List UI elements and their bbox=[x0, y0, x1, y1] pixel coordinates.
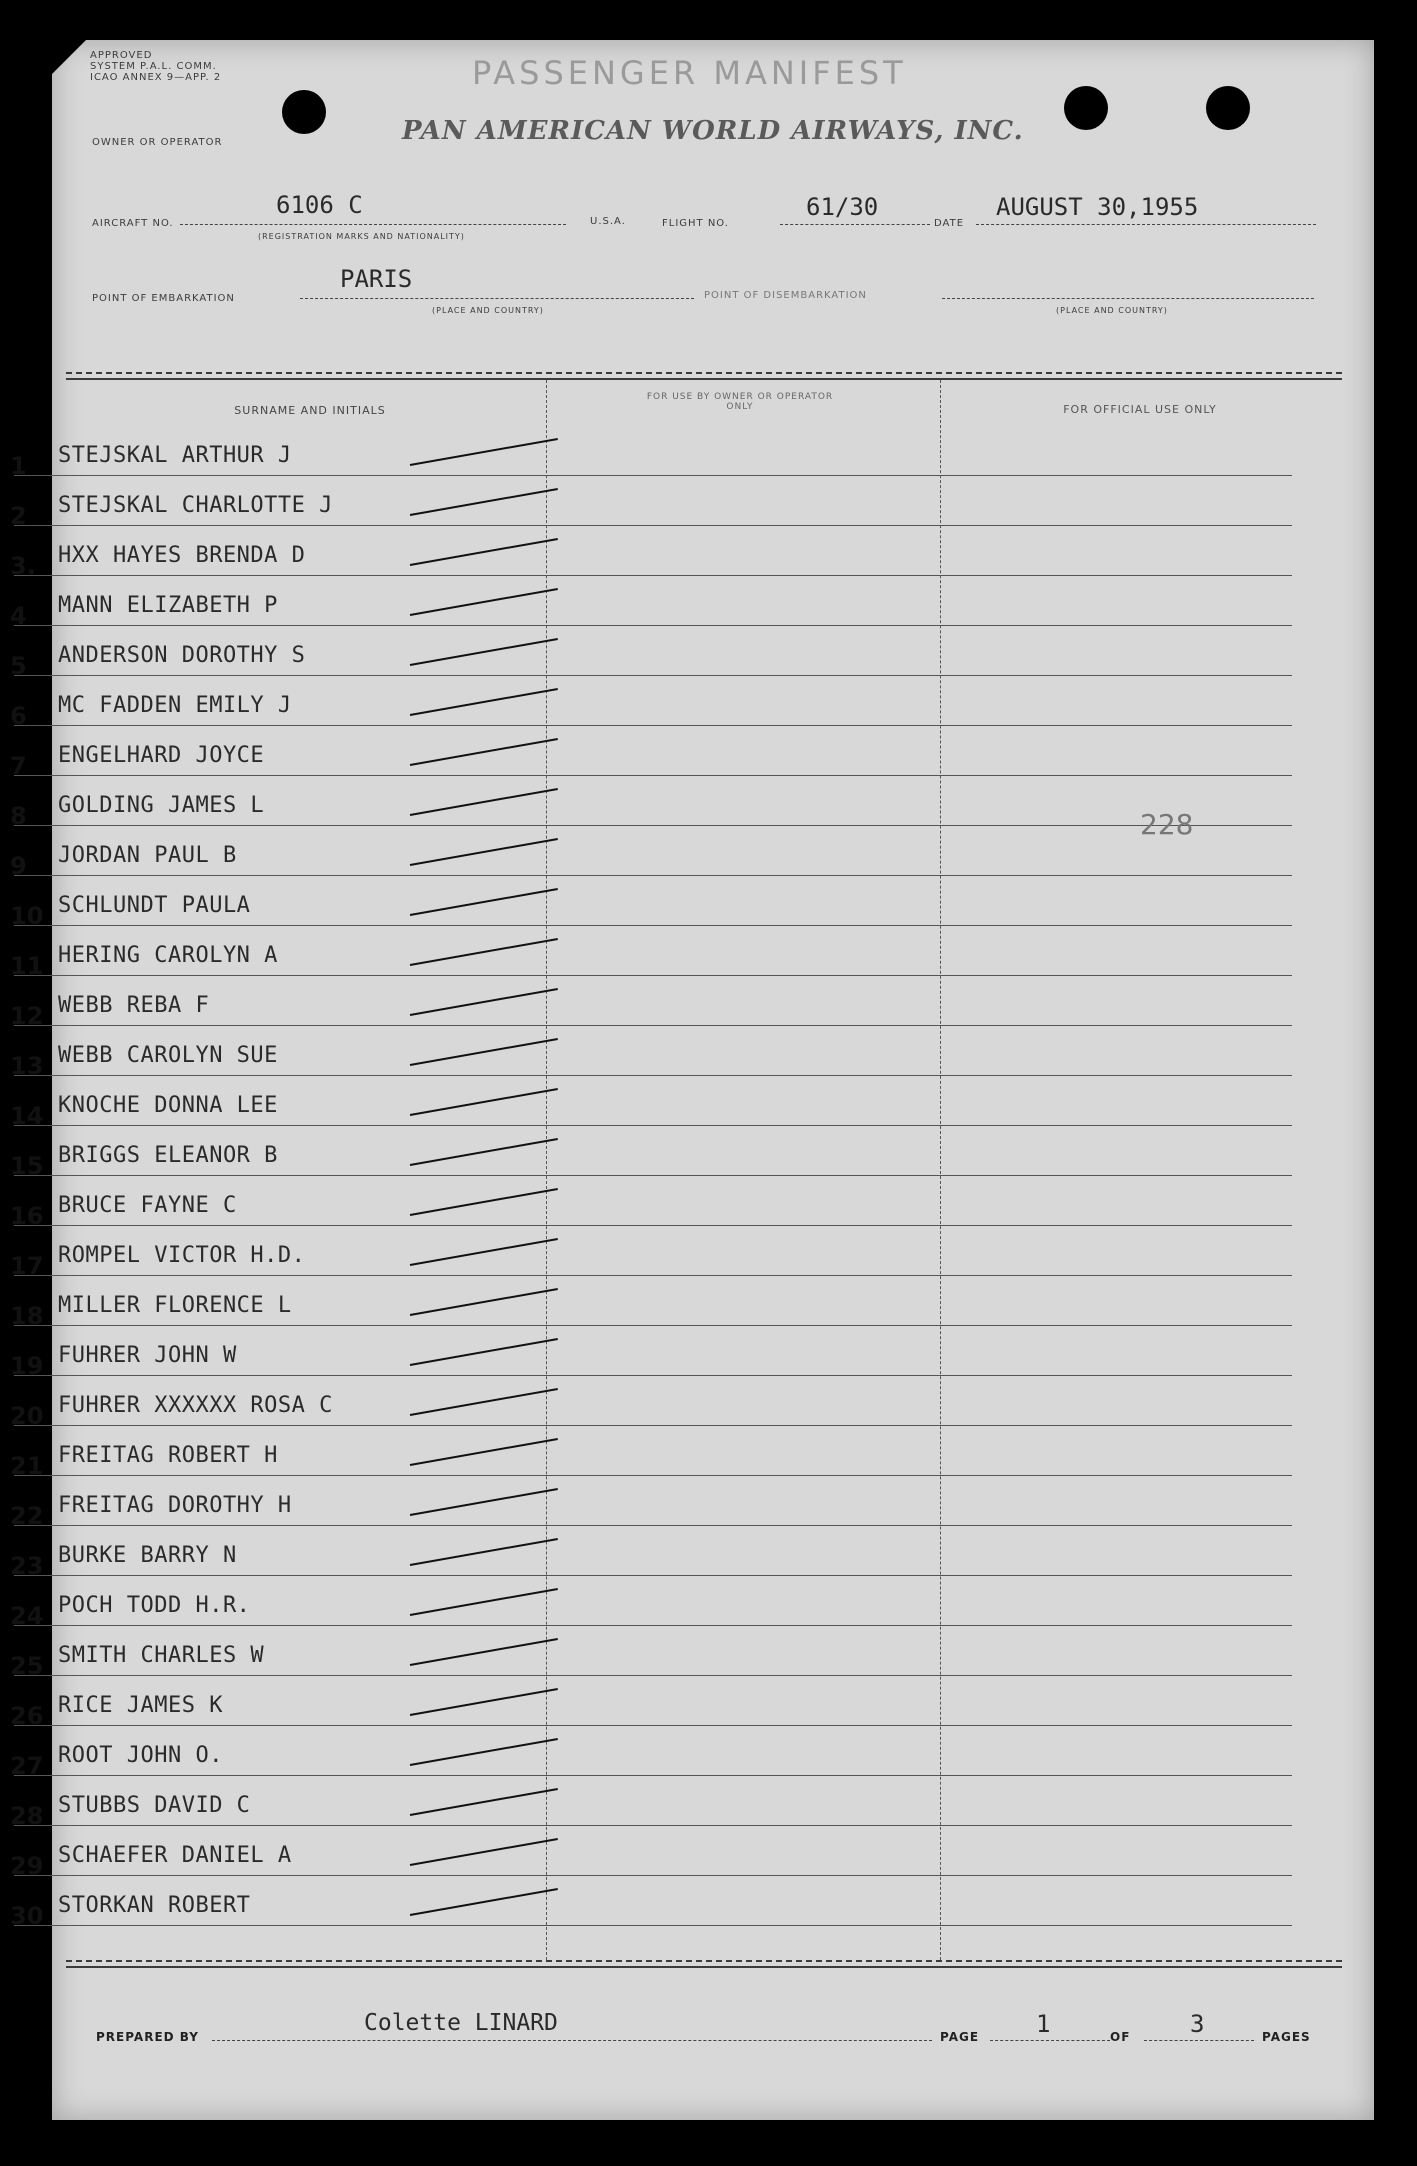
passenger-name: SCHLUNDT PAULA bbox=[58, 893, 251, 918]
table-top-rule bbox=[66, 372, 1342, 374]
passenger-row bbox=[0, 776, 1322, 830]
passenger-row bbox=[0, 576, 1322, 630]
check-mark bbox=[410, 488, 558, 516]
check-mark bbox=[410, 638, 558, 666]
embarkation-place: PARIS bbox=[340, 265, 413, 293]
passenger-name: JORDAN PAUL B bbox=[58, 843, 237, 868]
owner-column-header: FOR USE BY OWNER OR OPERATOR ONLY bbox=[646, 392, 834, 412]
check-mark bbox=[410, 1338, 558, 1366]
passenger-row bbox=[0, 1726, 1322, 1780]
passenger-row bbox=[0, 526, 1322, 580]
row-number: 21 bbox=[10, 1452, 44, 1480]
passenger-row bbox=[0, 1526, 1322, 1580]
flight-date: AUGUST 30,1955 bbox=[996, 193, 1199, 221]
table-bottom-rule-2 bbox=[66, 1966, 1342, 1968]
passenger-name: SCHAEFER DANIEL A bbox=[58, 1843, 292, 1868]
embarkation-underline bbox=[300, 298, 694, 299]
passenger-row bbox=[0, 1026, 1322, 1080]
row-number: 7 bbox=[10, 752, 27, 780]
row-number: 3. bbox=[10, 552, 36, 580]
passenger-name: KNOCHE DONNA LEE bbox=[58, 1093, 278, 1118]
check-mark bbox=[410, 1838, 558, 1866]
row-number: 10 bbox=[10, 902, 44, 930]
check-mark bbox=[410, 1738, 558, 1766]
usa-label: U.S.A. bbox=[590, 216, 626, 227]
passenger-row bbox=[0, 1326, 1322, 1380]
corner-notch bbox=[52, 40, 86, 74]
total-pages: 3 bbox=[1190, 2010, 1205, 2038]
official-note: 228 bbox=[1140, 808, 1194, 841]
passenger-name: WEBB REBA F bbox=[58, 993, 210, 1018]
passenger-name: BURKE BARRY N bbox=[58, 1543, 237, 1568]
passenger-row bbox=[0, 1076, 1322, 1130]
row-number: 29 bbox=[10, 1852, 44, 1880]
check-mark bbox=[410, 1488, 558, 1516]
row-number: 22 bbox=[10, 1502, 44, 1530]
row-number: 9 bbox=[10, 852, 27, 880]
approval-stamp bbox=[90, 50, 221, 83]
check-mark bbox=[410, 1788, 558, 1816]
passenger-name: GOLDING JAMES L bbox=[58, 793, 265, 818]
check-mark bbox=[410, 1888, 558, 1916]
row-number: 30 bbox=[10, 1902, 44, 1930]
passenger-name: MANN ELIZABETH P bbox=[58, 593, 278, 618]
row-number: 27 bbox=[10, 1752, 44, 1780]
passenger-name: MILLER FLORENCE L bbox=[58, 1293, 292, 1318]
passenger-name: BRIGGS ELEANOR B bbox=[58, 1143, 278, 1168]
row-number: 23 bbox=[10, 1552, 44, 1580]
check-mark bbox=[410, 1038, 558, 1066]
passenger-row bbox=[0, 626, 1322, 680]
passenger-row bbox=[0, 1276, 1322, 1330]
passenger-row bbox=[0, 1876, 1322, 1930]
passenger-row bbox=[0, 1176, 1322, 1230]
punch-hole-center bbox=[1064, 86, 1108, 130]
passenger-name: STEJSKAL ARTHUR J bbox=[58, 443, 292, 468]
embarkation-label: POINT OF EMBARKATION bbox=[92, 293, 235, 304]
owner-label: OWNER OR OPERATOR bbox=[92, 137, 223, 148]
row-number: 25 bbox=[10, 1652, 44, 1680]
row-number: 24 bbox=[10, 1602, 44, 1630]
passenger-name: ROOT JOHN O. bbox=[58, 1743, 223, 1768]
passenger-row bbox=[0, 726, 1322, 780]
surname-column-header: SURNAME AND INITIALS bbox=[234, 404, 386, 417]
punch-hole-left bbox=[282, 90, 326, 134]
row-number: 11 bbox=[10, 952, 44, 980]
check-mark bbox=[410, 688, 558, 716]
row-number: 8 bbox=[10, 802, 27, 830]
passenger-row bbox=[0, 876, 1322, 930]
table-top-rule-2 bbox=[66, 378, 1342, 380]
passenger-name: HERING CAROLYN A bbox=[58, 943, 278, 968]
check-mark bbox=[410, 1138, 558, 1166]
check-mark bbox=[410, 1588, 558, 1616]
check-mark bbox=[410, 588, 558, 616]
passenger-name: ANDERSON DOROTHY S bbox=[58, 643, 306, 668]
check-mark bbox=[410, 1188, 558, 1216]
row-number: 2 bbox=[10, 502, 27, 530]
row-number: 20 bbox=[10, 1402, 44, 1430]
punch-hole-right bbox=[1206, 86, 1250, 130]
passenger-name: ENGELHARD JOYCE bbox=[58, 743, 265, 768]
row-number: 17 bbox=[10, 1252, 44, 1280]
row-number: 5 bbox=[10, 652, 27, 680]
stamp-line: ICAO ANNEX 9—APP. 2 bbox=[90, 72, 222, 83]
passenger-row bbox=[0, 1126, 1322, 1180]
passenger-name: STORKAN ROBERT bbox=[58, 1893, 251, 1918]
passenger-row bbox=[0, 1626, 1322, 1680]
flight-underline bbox=[780, 224, 930, 225]
aircraft-label: AIRCRAFT NO. bbox=[92, 218, 174, 229]
prepared-by-name: Colette LINARD bbox=[364, 2010, 558, 2036]
prepared-by-label: PREPARED BY bbox=[96, 2030, 199, 2044]
passenger-row bbox=[0, 676, 1322, 730]
check-mark bbox=[410, 438, 558, 466]
stamp-line: SYSTEM P.A.L. COMM. bbox=[90, 61, 217, 72]
passenger-row bbox=[0, 1676, 1322, 1730]
date-label: DATE bbox=[934, 218, 965, 229]
stamp-line: APPROVED bbox=[90, 50, 153, 61]
pages-underline bbox=[1144, 2040, 1254, 2041]
passenger-row bbox=[0, 1426, 1322, 1480]
passenger-row bbox=[0, 426, 1322, 480]
registration-note: (REGISTRATION MARKS AND NATIONALITY) bbox=[258, 232, 465, 241]
row-number: 14 bbox=[10, 1102, 44, 1130]
check-mark bbox=[410, 938, 558, 966]
passenger-name: FUHRER XXXXXX ROSA C bbox=[58, 1393, 333, 1418]
passenger-name: BRUCE FAYNE C bbox=[58, 1193, 237, 1218]
passenger-name: FREITAG DOROTHY H bbox=[58, 1493, 292, 1518]
check-mark bbox=[410, 1238, 558, 1266]
disembarkation-note: (PLACE AND COUNTRY) bbox=[1056, 306, 1168, 315]
passenger-row bbox=[0, 1376, 1322, 1430]
passenger-name: WEBB CAROLYN SUE bbox=[58, 1043, 278, 1068]
date-underline bbox=[976, 224, 1316, 225]
page-label: PAGE bbox=[940, 2030, 980, 2044]
check-mark bbox=[410, 1688, 558, 1716]
flight-number: 61/30 bbox=[806, 193, 879, 221]
passenger-row bbox=[0, 1476, 1322, 1530]
check-mark bbox=[410, 788, 558, 816]
passenger-row bbox=[0, 1776, 1322, 1830]
disembarkation-underline bbox=[942, 298, 1314, 299]
check-mark bbox=[410, 888, 558, 916]
airline-name: PAN AMERICAN WORLD AIRWAYS, INC. bbox=[402, 116, 1024, 146]
row-number: 12 bbox=[10, 1002, 44, 1030]
prepared-by-underline bbox=[212, 2040, 932, 2041]
check-mark bbox=[410, 988, 558, 1016]
aircraft-number: 6106 C bbox=[276, 191, 363, 219]
table-bottom-rule bbox=[66, 1960, 1342, 1962]
check-mark bbox=[410, 1438, 558, 1466]
official-column-header: FOR OFFICIAL USE ONLY bbox=[1063, 403, 1217, 416]
passenger-name: HXX HAYES BRENDA D bbox=[58, 543, 306, 568]
row-number: 1 bbox=[10, 452, 27, 480]
passenger-name: MC FADDEN EMILY J bbox=[58, 693, 292, 718]
pages-label: PAGES bbox=[1262, 2030, 1311, 2044]
check-mark bbox=[410, 1288, 558, 1316]
passenger-name: SMITH CHARLES W bbox=[58, 1643, 265, 1668]
row-number: 15 bbox=[10, 1152, 44, 1180]
passenger-row bbox=[0, 1226, 1322, 1280]
row-number: 26 bbox=[10, 1702, 44, 1730]
disembarkation-label: POINT OF DISEMBARKATION bbox=[704, 290, 867, 301]
check-mark bbox=[410, 1388, 558, 1416]
passenger-row bbox=[0, 1826, 1322, 1880]
check-mark bbox=[410, 1538, 558, 1566]
of-label: OF bbox=[1110, 2030, 1131, 2044]
row-number: 4 bbox=[10, 602, 27, 630]
passenger-name: ROMPEL VICTOR H.D. bbox=[58, 1243, 306, 1268]
aircraft-underline bbox=[180, 224, 566, 225]
page-number: 1 bbox=[1036, 2010, 1051, 2038]
manifest-title: PASSENGER MANIFEST bbox=[472, 54, 907, 92]
passenger-row bbox=[0, 926, 1322, 980]
check-mark bbox=[410, 738, 558, 766]
row-number: 18 bbox=[10, 1302, 44, 1330]
check-mark bbox=[410, 1638, 558, 1666]
passenger-name: STUBBS DAVID C bbox=[58, 1793, 251, 1818]
passenger-row bbox=[0, 976, 1322, 1030]
page-underline bbox=[990, 2040, 1110, 2041]
row-number: 28 bbox=[10, 1802, 44, 1830]
row-number: 16 bbox=[10, 1202, 44, 1230]
passenger-row bbox=[0, 826, 1322, 880]
row-number: 19 bbox=[10, 1352, 44, 1380]
passenger-row bbox=[0, 476, 1322, 530]
check-mark bbox=[410, 838, 558, 866]
passenger-row bbox=[0, 1576, 1322, 1630]
row-rule bbox=[14, 1925, 1292, 1926]
passenger-name: RICE JAMES K bbox=[58, 1693, 223, 1718]
passenger-name: POCH TODD H.R. bbox=[58, 1593, 251, 1618]
row-number: 6 bbox=[10, 702, 27, 730]
passenger-name: FREITAG ROBERT H bbox=[58, 1443, 278, 1468]
check-mark bbox=[410, 1088, 558, 1116]
passenger-name: STEJSKAL CHARLOTTE J bbox=[58, 493, 333, 518]
check-mark bbox=[410, 538, 558, 566]
flight-label: FLIGHT NO. bbox=[662, 218, 729, 229]
embarkation-note: (PLACE AND COUNTRY) bbox=[432, 306, 544, 315]
passenger-name: FUHRER JOHN W bbox=[58, 1343, 237, 1368]
row-number: 13 bbox=[10, 1052, 44, 1080]
